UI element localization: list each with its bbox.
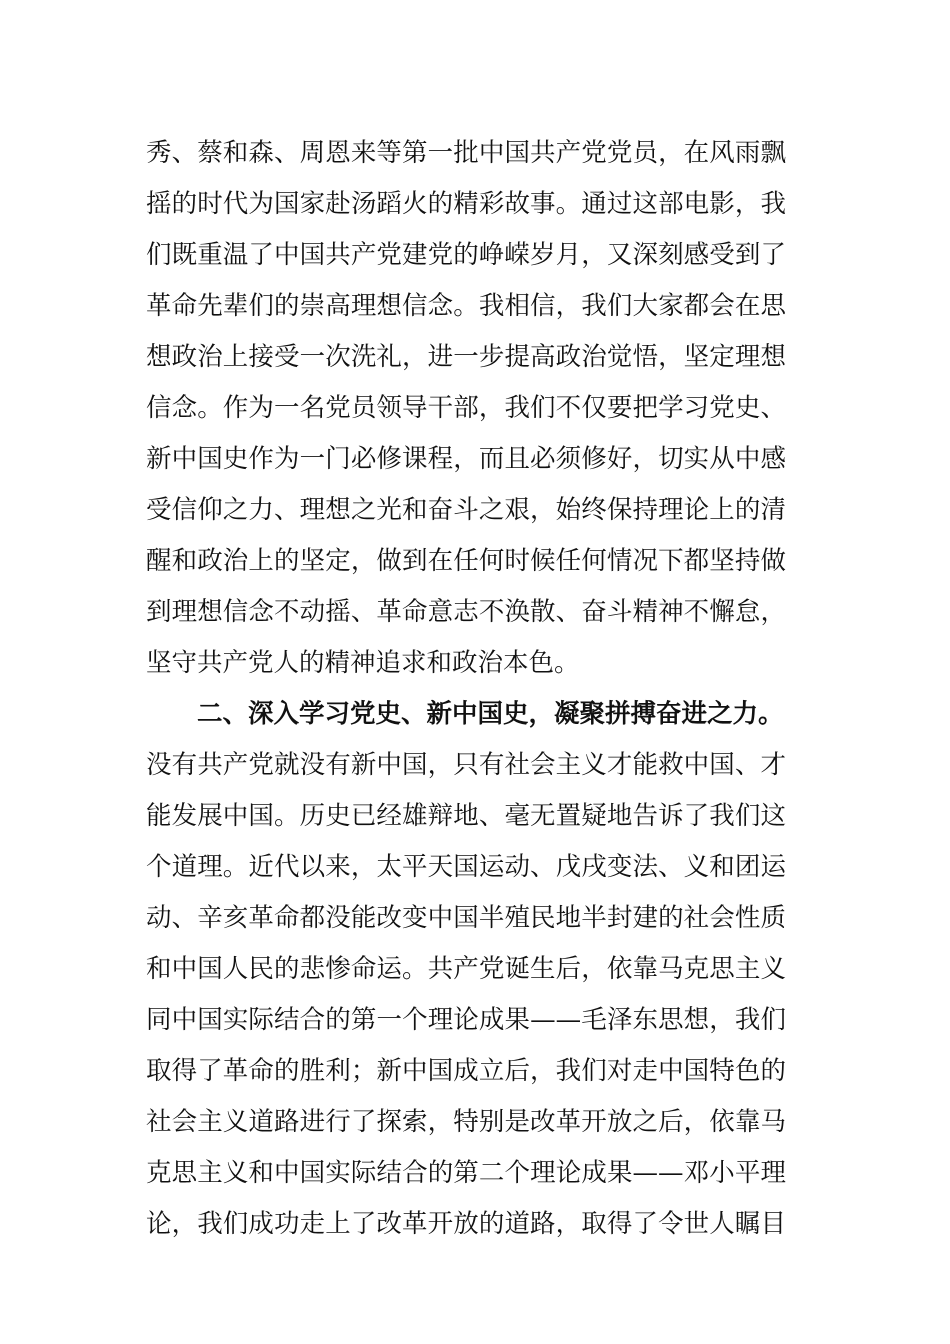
text-line: 坚守共产党人的精神追求和政治本色。 bbox=[146, 648, 580, 678]
document-body bbox=[146, 128, 786, 1250]
text-line: 想政治上接受一次洗礼，进一步提高政治觉悟，坚定理想 bbox=[146, 342, 786, 372]
text-line: 革命先辈们的崇高理想信念。我相信，我们大家都会在思 bbox=[146, 291, 786, 321]
text-line: 论，我们成功走上了改革开放的道路，取得了令世人瞩目 bbox=[146, 1209, 786, 1239]
text-line: 克思主义和中国实际结合的第二个理论成果——邓小平理 bbox=[146, 1158, 786, 1188]
text-line: 信念。作为一名党员领导干部，我们不仅要把学习党史、 bbox=[146, 393, 786, 423]
text-line: 新中国史作为一门必修课程，而且必须修好，切实从中感 bbox=[146, 444, 786, 474]
text-line: 没有共产党就没有新中国，只有社会主义才能救中国、才 bbox=[146, 750, 786, 780]
text-line: 受信仰之力、理想之光和奋斗之艰，始终保持理论上的清 bbox=[146, 495, 786, 525]
text-line: 动、辛亥革命都没能改变中国半殖民地半封建的社会性质 bbox=[146, 903, 786, 933]
text-line: 摇的时代为国家赴汤蹈火的精彩故事。通过这部电影，我 bbox=[146, 189, 786, 219]
text-line: 到理想信念不动摇、革命意志不涣散、奋斗精神不懈怠， bbox=[146, 597, 786, 627]
text-line: 们既重温了中国共产党建党的峥嵘岁月，又深刻感受到了 bbox=[146, 240, 786, 270]
section-2 bbox=[146, 689, 786, 1250]
text-line: 社会主义道路进行了探索，特别是改革开放之后，依靠马 bbox=[146, 1107, 786, 1137]
text-line: 能发展中国。历史已经雄辩地、毫无置疑地告诉了我们这 bbox=[146, 801, 786, 831]
text-line: 同中国实际结合的第一个理论成果——毛泽东思想，我们 bbox=[146, 1005, 786, 1035]
text-line: 取得了革命的胜利；新中国成立后，我们对走中国特色的 bbox=[146, 1056, 786, 1086]
paragraph-1 bbox=[146, 128, 786, 689]
text-line: 个道理。近代以来，太平天国运动、戊戌变法、义和团运 bbox=[146, 852, 786, 882]
section-heading: 二、深入学习党史、新中国史，凝聚拼搏奋进之力。 bbox=[197, 699, 784, 729]
text-line: 秀、蔡和森、周恩来等第一批中国共产党党员，在风雨飘 bbox=[146, 138, 786, 168]
text-line: 和中国人民的悲惨命运。共产党诞生后，依靠马克思主义 bbox=[146, 954, 786, 984]
text-line: 醒和政治上的坚定，做到在任何时候任何情况下都坚持做 bbox=[146, 546, 786, 576]
